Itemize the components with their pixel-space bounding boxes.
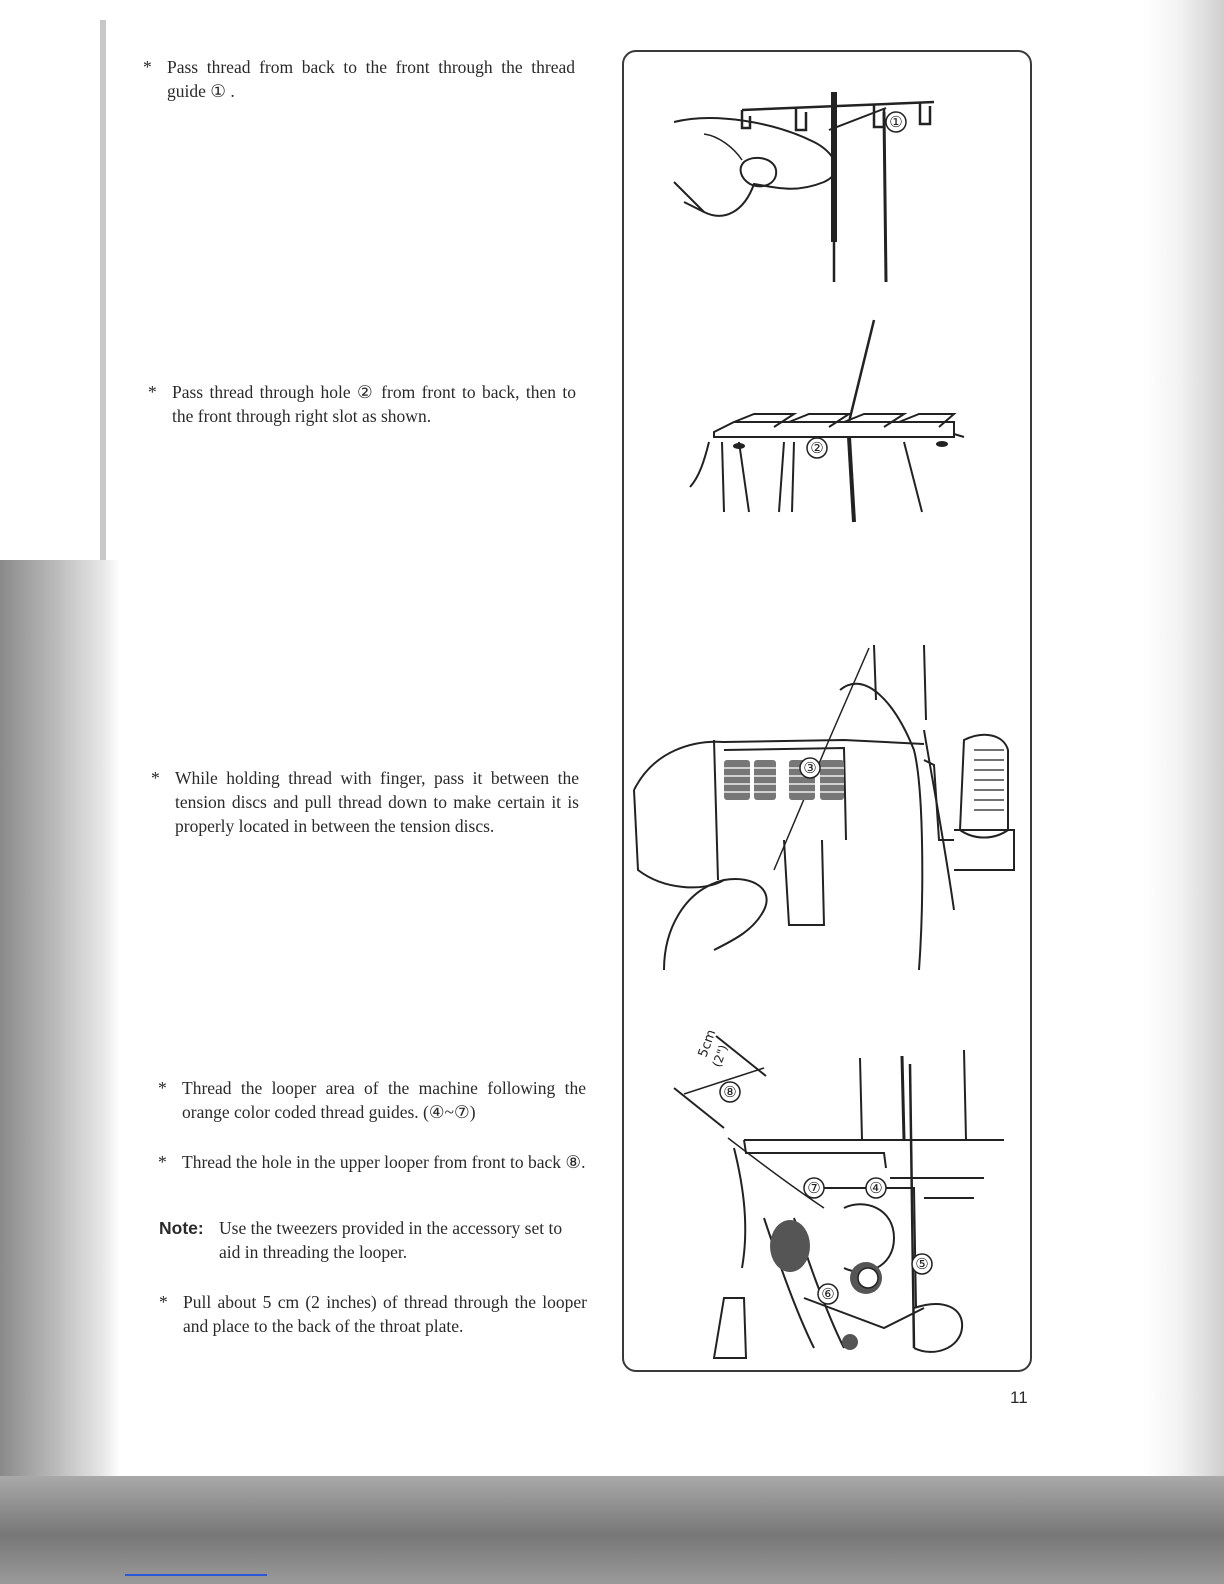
callout-7: ⑦ [807,1179,821,1197]
step-text: While holding thread with finger, pass it between the tension discs and pull thread down to make certain it is properly located in between the tension discs. [175,768,579,836]
step-3 [151,766,579,838]
step-1 [143,55,575,103]
figure-tension-discs [624,640,1030,970]
callout-5: ⑤ [915,1255,929,1273]
callout-6: ⑥ [821,1285,835,1303]
figure-hole-guide [624,312,1030,552]
step-bullet: * [158,1152,167,1172]
step-bullet: * [143,57,152,77]
figure-thread-guide [624,72,1030,302]
measure-label-inches: (2") [709,1043,731,1070]
step-5 [158,1150,586,1174]
step-bullet: * [159,1292,168,1312]
page-number: 11 [1010,1388,1028,1407]
step-6 [159,1290,587,1338]
step-text: Pass thread from back to the front through the thread guide ① . [167,57,575,101]
step-bullet: * [148,382,157,402]
step-bullet: * [151,768,160,788]
step-text: Thread the hole in the upper looper from front to back ⑧. [182,1152,586,1172]
scan-marker-line [125,1574,267,1576]
step-text: Pass thread through hole ② from front to back, then to the front through right slot as shown. [172,382,576,426]
note [159,1216,587,1264]
step-text: Thread the looper area of the machine following the orange color coded thread guides. (④~⑦) [182,1078,586,1122]
bottom-shadow [0,1476,1224,1584]
illustration-panel [622,50,1032,1372]
callout-4: ④ [869,1179,883,1197]
page-edge-shadow [1144,0,1224,1480]
binding-shadow [0,560,120,1584]
step-bullet: * [158,1078,167,1098]
step-2 [148,380,576,428]
measure-label: 5cm [695,1028,720,1060]
note-label: Note: [159,1218,204,1238]
figure-looper [624,1028,1030,1368]
callout-3: ③ [803,759,817,777]
step-4 [158,1076,586,1124]
callout-2: ② [810,439,824,457]
callout-8: ⑧ [723,1083,737,1101]
callout-1: ① [889,113,903,131]
step-text: Pull about 5 cm (2 inches) of thread through the looper and place to the back of the throat plate. [183,1292,587,1336]
note-text: Use the tweezers provided in the accessory set to aid in threading the looper. [219,1218,563,1262]
